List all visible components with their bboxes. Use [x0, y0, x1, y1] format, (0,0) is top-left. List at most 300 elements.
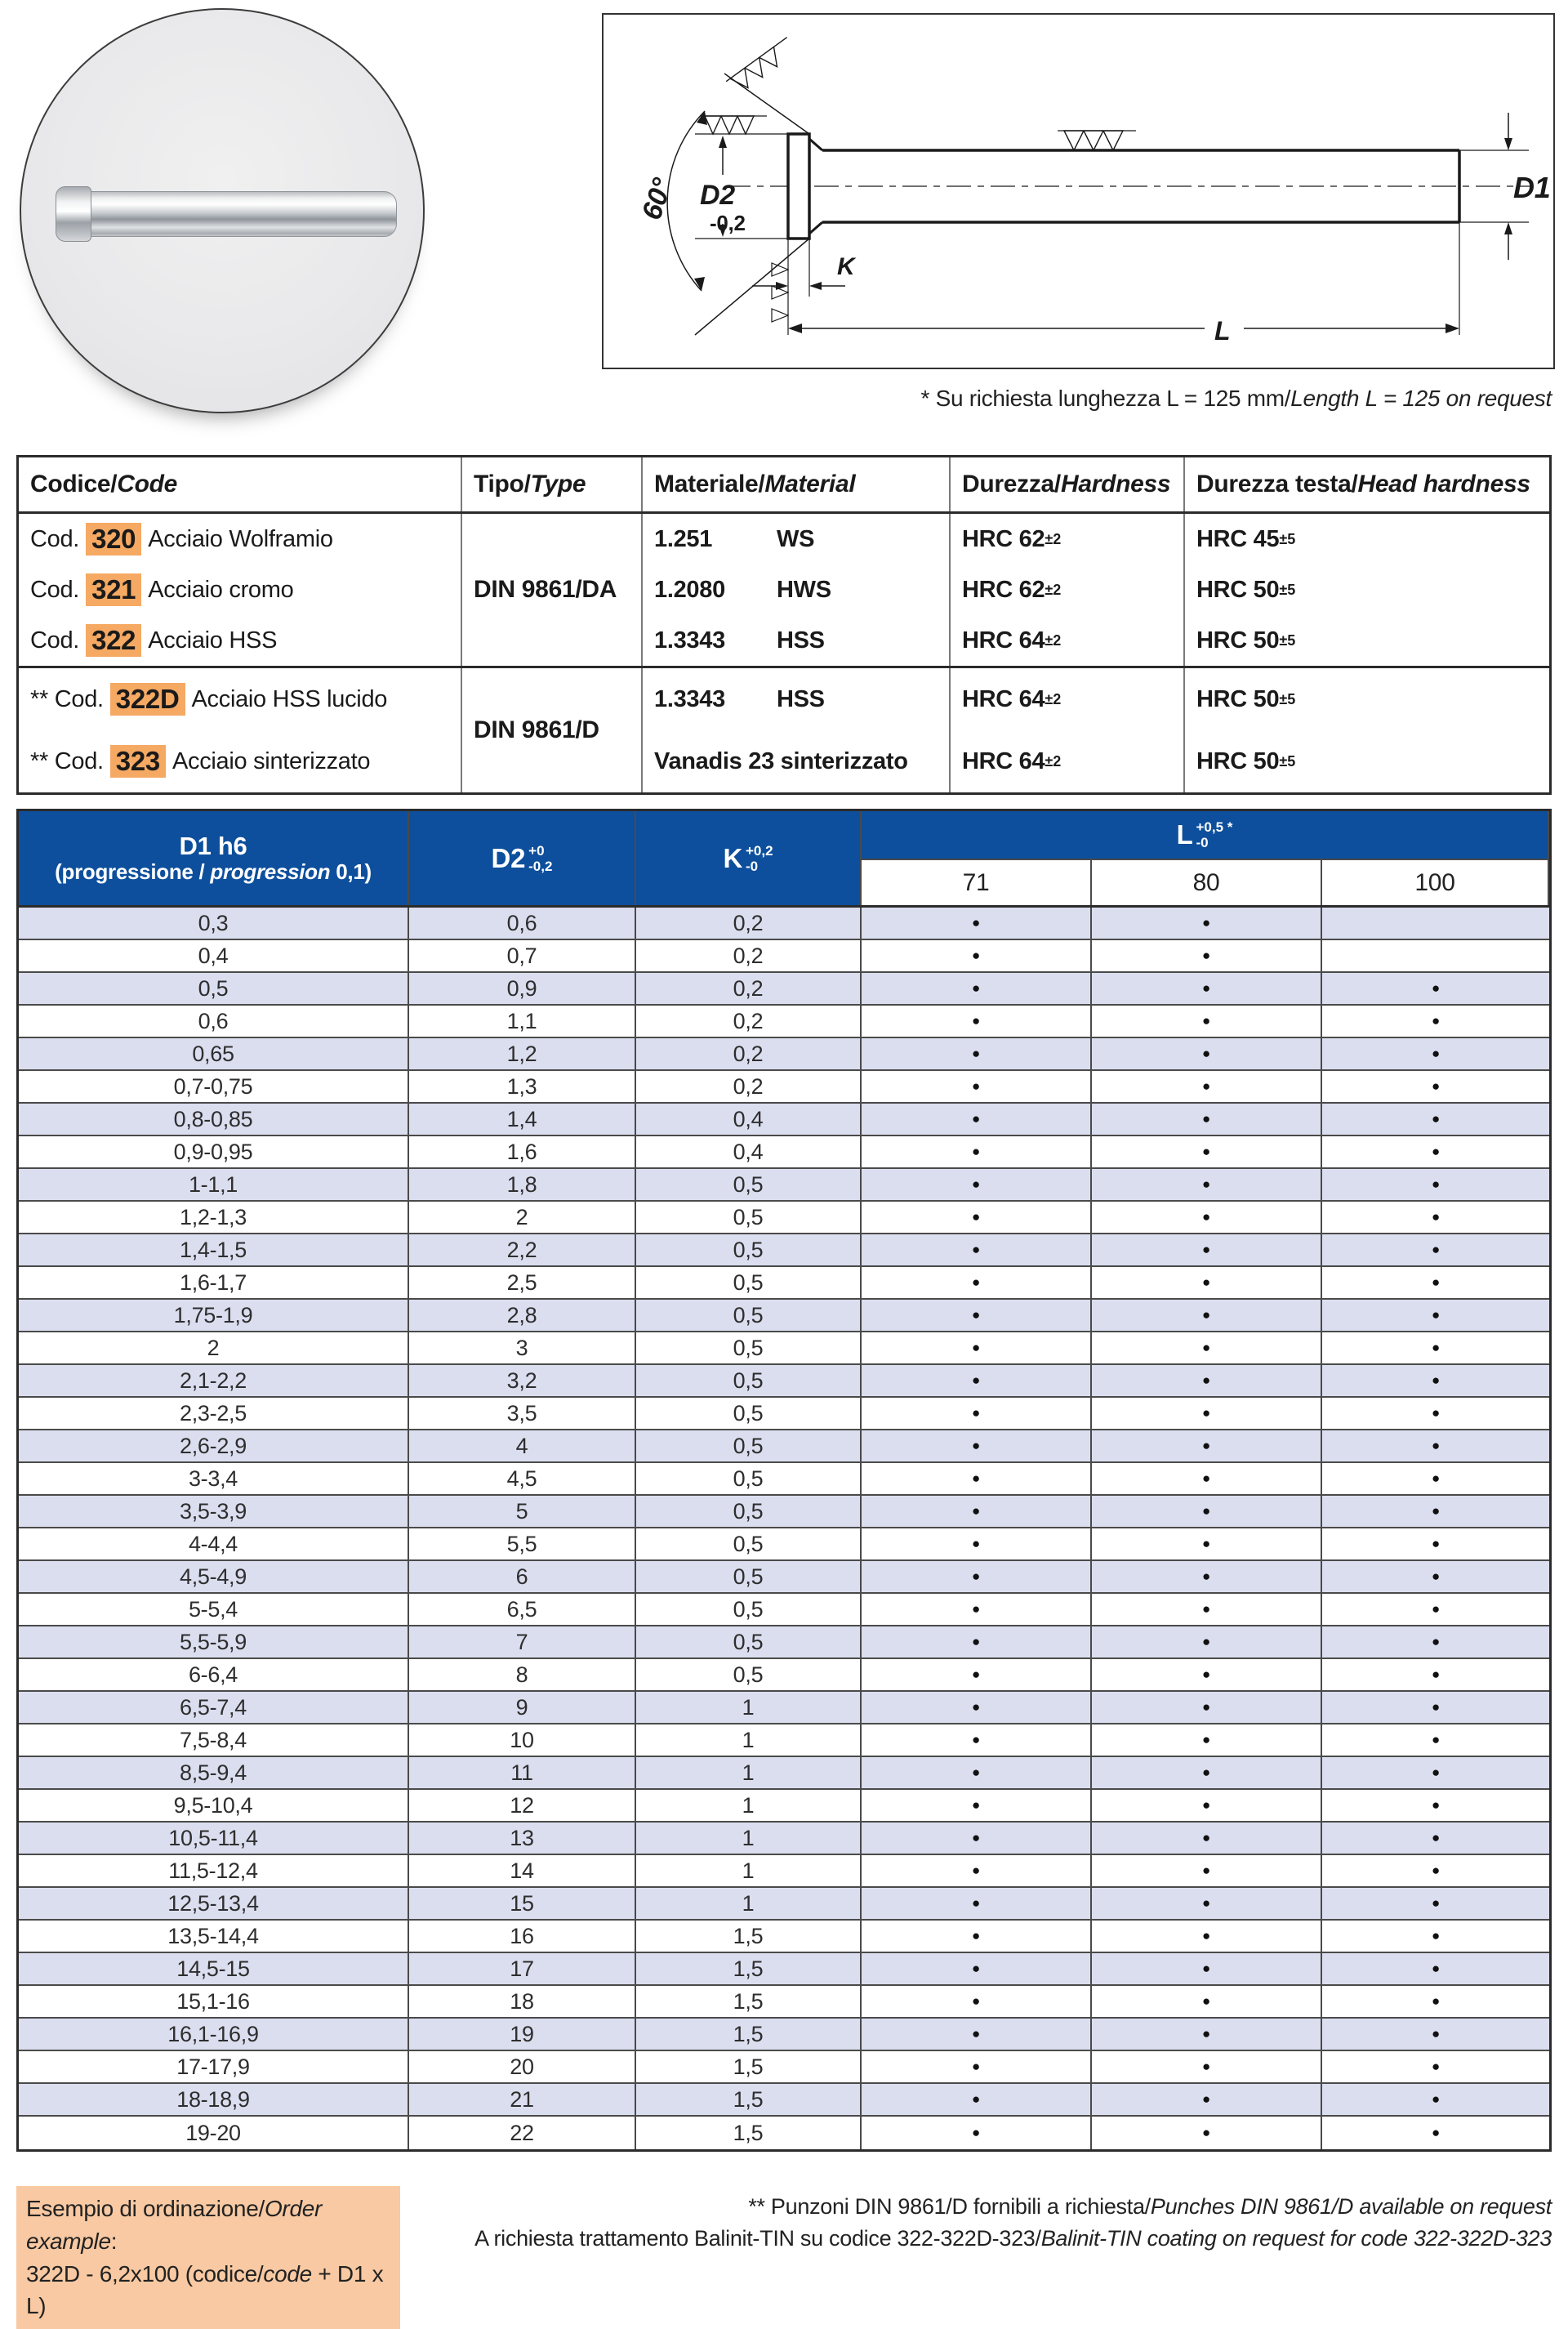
code-row-322d: ** Cod. 322D Acciaio HSS lucido	[30, 684, 388, 714]
l-80-availability-dot: ●	[1092, 1921, 1322, 1952]
size-table-row	[19, 1169, 1549, 1202]
l-71-availability-dot: ●	[862, 1626, 1092, 1658]
hardness-value: HRC 62 ±2	[962, 525, 1062, 552]
size-table-row	[19, 1626, 1549, 1659]
k-value-cell: 0,5	[636, 1561, 862, 1592]
d2-value-cell: 2,8	[409, 1300, 636, 1331]
size-table-row	[19, 1921, 1549, 1953]
k-value-cell: 1	[636, 1757, 862, 1788]
l-71-availability-dot: ●	[862, 1953, 1092, 1984]
d2-value-cell: 3,2	[409, 1365, 636, 1396]
material-hss: 1.3343 HSS	[654, 627, 825, 654]
l-100-availability-dot: ●	[1432, 1993, 1440, 2009]
hardness-value: HRC 62 ±2	[962, 576, 1062, 603]
l-80-availability-dot: ●	[1092, 1202, 1322, 1233]
l-71-availability-dot: ●	[862, 1692, 1092, 1723]
l-100-availability-dot: ●	[1432, 1046, 1440, 1061]
d1-range-cell: 2,3-2,5	[19, 1398, 409, 1429]
punch-shank	[83, 191, 397, 237]
head-hardness-col	[1185, 668, 1549, 792]
l-100-availability-dot: ●	[1432, 1863, 1440, 1878]
l-80-availability-dot: ●	[1092, 1104, 1322, 1135]
l-80-availability-dot: ●	[1092, 1855, 1322, 1886]
d1-range-cell: 16,1-16,9	[19, 2019, 409, 2050]
order-example-line2: 322D - 6,2x100 (codice/code + D1 x L)	[26, 2260, 384, 2319]
l-71-availability-dot: ●	[862, 1594, 1092, 1625]
size-table-row	[19, 1430, 1549, 1463]
l-71-availability-dot: ●	[862, 1332, 1092, 1363]
l-71-availability-dot: ●	[862, 1528, 1092, 1559]
size-table-row	[19, 1300, 1549, 1332]
note-italic: Length L = 125 on request	[1290, 386, 1552, 411]
d1-range-cell: 11,5-12,4	[19, 1855, 409, 1886]
d2-value-cell: 8	[409, 1659, 636, 1690]
l-80-availability-dot: ●	[1092, 1626, 1322, 1658]
l-71-availability-dot: ●	[862, 1136, 1092, 1167]
head-hardness-value: HRC 45 ±5	[1196, 525, 1296, 552]
size-table-row	[19, 1724, 1549, 1757]
d1-range-cell: 0,9-0,95	[19, 1136, 409, 1167]
size-table-row	[19, 1496, 1549, 1528]
l-100-availability-dot: ●	[1432, 1568, 1440, 1584]
d2-value-cell: 0,7	[409, 940, 636, 971]
k-value-cell: 0,5	[636, 1169, 862, 1200]
size-table-row	[19, 1953, 1549, 1986]
d2-value-cell: 5	[409, 1496, 636, 1527]
size-table	[16, 809, 1552, 2152]
l-71-availability-dot: ●	[862, 1071, 1092, 1102]
k-value-cell: 1,5	[636, 2117, 862, 2149]
d2-value-cell: 18	[409, 1986, 636, 2017]
head-hardness-value: HRC 50 ±5	[1196, 576, 1296, 603]
header-codice: Codice/ Code	[19, 457, 462, 511]
d2-value-cell: 0,6	[409, 908, 636, 939]
d2-value-cell: 16	[409, 1921, 636, 1952]
l-71-availability-dot: ●	[862, 1300, 1092, 1331]
l-100-availability-dot: ●	[1432, 1961, 1440, 1976]
l-71-availability-dot: ●	[862, 1169, 1092, 1200]
d1-range-cell: 1,75-1,9	[19, 1300, 409, 1331]
head-hardness-col	[1185, 514, 1549, 666]
k-value-cell: 1,5	[636, 1986, 862, 2017]
d1-range-cell: 19-20	[19, 2117, 409, 2149]
d2-value-cell: 1,4	[409, 1104, 636, 1135]
size-table-row	[19, 940, 1549, 973]
l-71-availability-dot: ●	[862, 1921, 1092, 1952]
size-table-row	[19, 1104, 1549, 1136]
k-value-cell: 0,4	[636, 1104, 862, 1135]
footer-note-2: A richiesta trattamento Balinit-TIN su codice 322-322D-323/Balinit-TIN coating on request for code 322-322D-323	[474, 2225, 1552, 2251]
k-value-cell: 0,2	[636, 1038, 862, 1069]
d1-range-cell: 9,5-10,4	[19, 1790, 409, 1821]
code-badge-321: 321	[86, 573, 141, 606]
d2-value-cell: 21	[409, 2084, 636, 2115]
code-row-322: Cod. 322 Acciaio HSS	[30, 625, 278, 655]
d2-value-cell: 20	[409, 2051, 636, 2082]
l-100-availability-dot: ●	[1432, 1274, 1440, 1290]
l-100-availability-dot: ●	[1432, 1013, 1440, 1028]
size-table-row	[19, 2051, 1549, 2084]
note-plain: * Su richiesta lunghezza L = 125 mm/	[920, 386, 1291, 411]
l-71-availability-dot: ●	[862, 2051, 1092, 2082]
l-100-availability-dot: ●	[1432, 1928, 1440, 1943]
l-71-availability-dot: ●	[862, 940, 1092, 971]
d2-value-cell: 9	[409, 1692, 636, 1723]
size-table-row	[19, 1463, 1549, 1496]
material-hws: 1.2080 HWS	[654, 576, 831, 603]
l-100-availability-dot: ●	[1432, 1470, 1440, 1486]
footer-notes	[474, 2191, 1552, 2255]
d2-value-cell: 13	[409, 1823, 636, 1854]
size-table-row	[19, 1136, 1549, 1169]
codes-group-din9861d	[19, 666, 1549, 792]
footer-note-1: ** Punzoni DIN 9861/D fornibili a richiesta/Punches DIN 9861/D available on request	[748, 2194, 1552, 2219]
d1-range-cell: 12,5-13,4	[19, 1888, 409, 1919]
d1-range-cell: 3-3,4	[19, 1463, 409, 1494]
size-table-row	[19, 1594, 1549, 1626]
d1-range-cell: 3,5-3,9	[19, 1496, 409, 1527]
size-table-row	[19, 1692, 1549, 1724]
order-example-line1: Esempio di ordinazione/Order example:	[26, 2196, 323, 2254]
l-100-availability-dot: ●	[1432, 1372, 1440, 1388]
d1-range-cell: 17-17,9	[19, 2051, 409, 2082]
k-value-cell: 0,2	[636, 973, 862, 1004]
l-71-availability-dot: ●	[862, 908, 1092, 939]
codes-table	[16, 455, 1552, 795]
l-71-availability-dot: ●	[862, 1430, 1092, 1461]
l-80-availability-dot: ●	[1092, 1038, 1322, 1069]
d2-value-cell: 5,5	[409, 1528, 636, 1559]
k-value-cell: 1	[636, 1855, 862, 1886]
d1-range-cell: 1-1,1	[19, 1169, 409, 1200]
l-100-availability-dot: ●	[1432, 1765, 1440, 1780]
l-71-availability-dot: ●	[862, 1365, 1092, 1396]
l-71-availability-dot: ●	[862, 1267, 1092, 1298]
size-table-row	[19, 1659, 1549, 1692]
l-80-availability-dot: ●	[1092, 1267, 1322, 1298]
material-col	[643, 668, 951, 792]
l-80-availability-dot: ●	[1092, 1823, 1322, 1854]
k-value-cell: 0,5	[636, 1202, 862, 1233]
k-value-cell: 0,5	[636, 1300, 862, 1331]
d2-value-cell: 6,5	[409, 1594, 636, 1625]
d1-range-cell: 14,5-15	[19, 1953, 409, 1984]
k-value-cell: 0,5	[636, 1626, 862, 1658]
l-80-availability-dot: ●	[1092, 1234, 1322, 1265]
code-row-323: ** Cod. 323 Acciaio sinterizzato	[30, 746, 371, 776]
length-on-request-note	[921, 386, 1552, 412]
d2-tolerance-label: -0,2	[710, 211, 746, 235]
d2-value-cell: 0,9	[409, 973, 636, 1004]
k-value-cell: 0,5	[636, 1267, 862, 1298]
d1-range-cell: 7,5-8,4	[19, 1724, 409, 1756]
size-table-row	[19, 1561, 1549, 1594]
technical-drawing	[602, 13, 1555, 369]
code-row-321: Cod. 321 Acciaio cromo	[30, 574, 294, 605]
d1-range-cell: 6-6,4	[19, 1659, 409, 1690]
l-80-availability-dot: ●	[1092, 1953, 1322, 1984]
d1-range-cell: 8,5-9,4	[19, 1757, 409, 1788]
size-table-row	[19, 1071, 1549, 1104]
d1-range-cell: 0,4	[19, 940, 409, 971]
size-table-row	[19, 1234, 1549, 1267]
code-badge-322d: 322D	[110, 683, 185, 716]
d1-range-cell: 18-18,9	[19, 2084, 409, 2115]
d2-value-cell: 22	[409, 2117, 636, 2149]
material-vanadis: Vanadis 23 sinterizzato	[654, 747, 908, 774]
l-80-availability-dot: ●	[1092, 2051, 1322, 2082]
k-value-cell: 1	[636, 1790, 862, 1821]
size-table-header	[19, 811, 1549, 908]
size-table-row	[19, 1790, 1549, 1823]
l-71-availability-dot: ●	[862, 1234, 1092, 1265]
d2-value-cell: 11	[409, 1757, 636, 1788]
l-71-availability-dot: ●	[862, 1006, 1092, 1037]
k-value-cell: 0,5	[636, 1430, 862, 1461]
header-d2: D2 +0 -0,2	[409, 811, 636, 905]
punch-head-profile	[788, 134, 809, 239]
tipo-din9861d: DIN 9861/D	[462, 668, 643, 792]
l-80-availability-dot: ●	[1092, 1692, 1322, 1723]
d1-range-cell: 0,6	[19, 1006, 409, 1037]
codes-group-din9861da	[19, 514, 1549, 666]
d2-value-cell: 1,3	[409, 1071, 636, 1102]
k-value-cell: 0,5	[636, 1463, 862, 1494]
l-100-availability-dot: ●	[1432, 1634, 1440, 1649]
d2-value-cell: 1,6	[409, 1136, 636, 1167]
l-71-availability-dot: ●	[862, 1561, 1092, 1592]
size-table-row	[19, 1365, 1549, 1398]
size-table-row	[19, 1332, 1549, 1365]
d2-value-cell: 4,5	[409, 1463, 636, 1494]
l-80-availability-dot: ●	[1092, 1136, 1322, 1167]
header-durezza-testa: Durezza testa/ Head hardness	[1196, 471, 1530, 497]
k-value-cell: 1,5	[636, 2051, 862, 2082]
l-100-availability-dot: ●	[1432, 1830, 1440, 1845]
l-71-availability-dot: ●	[862, 1757, 1092, 1788]
l-71-availability-dot: ●	[862, 1888, 1092, 1919]
k-value-cell: 0,5	[636, 1659, 862, 1690]
angle-label: 60°	[635, 174, 679, 224]
k-value-cell: 0,5	[636, 1528, 862, 1559]
hardness-col	[951, 668, 1185, 792]
punch-head	[56, 186, 91, 242]
d2-value-cell: 12	[409, 1790, 636, 1821]
l-100-availability-dot: ●	[1432, 1536, 1440, 1551]
d2-value-cell: 17	[409, 1953, 636, 1984]
d1-range-cell: 2	[19, 1332, 409, 1363]
l-71-availability-dot: ●	[862, 1038, 1092, 1069]
d1-range-cell: 1,2-1,3	[19, 1202, 409, 1233]
d1-range-cell: 13,5-14,4	[19, 1921, 409, 1952]
d1-range-cell: 0,7-0,75	[19, 1071, 409, 1102]
l-100-availability-dot: ●	[1432, 1438, 1440, 1453]
code-row-320: Cod. 320 Acciaio Wolframio	[30, 524, 333, 554]
punch-drawing-svg	[604, 15, 1553, 368]
l-label: L	[1214, 316, 1231, 346]
header-durezza: Durezza/ Hardness	[951, 457, 1185, 511]
d2-label: D2	[700, 180, 735, 211]
k-value-cell: 1	[636, 1692, 862, 1723]
size-table-row	[19, 973, 1549, 1006]
l-80-availability-dot: ●	[1092, 1071, 1322, 1102]
l-80-availability-dot: ●	[1092, 1006, 1322, 1037]
l-100-availability-dot: ●	[1432, 1209, 1440, 1225]
l-100-availability-dot: ●	[1432, 2059, 1440, 2074]
header-l-80: 80	[1092, 859, 1322, 905]
d1-range-cell: 0,65	[19, 1038, 409, 1069]
l-71-availability-dot: ●	[862, 1104, 1092, 1135]
l-71-availability-dot: ●	[862, 1463, 1092, 1494]
d2-value-cell: 3	[409, 1332, 636, 1363]
l-80-availability-dot: ●	[1092, 1528, 1322, 1559]
size-table-row	[19, 1855, 1549, 1888]
k-value-cell: 0,5	[636, 1365, 862, 1396]
size-table-row	[19, 1888, 1549, 1921]
k-value-cell: 1	[636, 1724, 862, 1756]
d1-range-cell: 10,5-11,4	[19, 1823, 409, 1854]
codes-col	[19, 514, 462, 666]
d2-value-cell: 2	[409, 1202, 636, 1233]
d1-range-cell: 1,6-1,7	[19, 1267, 409, 1298]
l-80-availability-dot: ●	[1092, 1398, 1322, 1429]
size-table-row	[19, 1528, 1549, 1561]
l-100-availability-dot: ●	[1432, 2026, 1440, 2041]
material-col	[643, 514, 951, 666]
d2-value-cell: 14	[409, 1855, 636, 1886]
l-71-availability-dot: ●	[862, 2084, 1092, 2115]
d1-range-cell: 0,5	[19, 973, 409, 1004]
l-71-availability-dot: ●	[862, 973, 1092, 1004]
size-table-row	[19, 1267, 1549, 1300]
k-value-cell: 1,5	[636, 1921, 862, 1952]
l-80-availability-dot: ●	[1092, 2117, 1322, 2149]
d1-range-cell: 5,5-5,9	[19, 1626, 409, 1658]
k-value-cell: 1,5	[636, 2084, 862, 2115]
k-value-cell: 0,5	[636, 1398, 862, 1429]
codes-col	[19, 668, 462, 792]
l-100-availability-dot: ●	[1432, 1242, 1440, 1257]
header-l-100: 100	[1322, 859, 1549, 905]
l-100-availability-dot: ●	[1432, 1895, 1440, 1911]
l-80-availability-dot: ●	[1092, 1463, 1322, 1494]
d1-range-cell: 4,5-4,9	[19, 1561, 409, 1592]
d1-range-cell: 2,6-2,9	[19, 1430, 409, 1461]
l-80-availability-dot: ●	[1092, 1169, 1322, 1200]
hardness-value: HRC 64 ±2	[962, 627, 1062, 654]
d1-range-cell: 0,3	[19, 908, 409, 939]
k-value-cell: 1,5	[636, 2019, 862, 2050]
k-label: K	[837, 253, 855, 280]
size-table-row	[19, 2117, 1549, 2149]
d1-range-cell: 0,8-0,85	[19, 1104, 409, 1135]
d1-range-cell: 4-4,4	[19, 1528, 409, 1559]
d1-range-cell: 6,5-7,4	[19, 1692, 409, 1723]
l-71-availability-dot: ●	[862, 1496, 1092, 1527]
l-100-availability-dot: ●	[1432, 2125, 1440, 2140]
head-hardness-value: HRC 50 ±5	[1196, 685, 1296, 712]
header-k: K +0,2 -0	[636, 811, 862, 905]
size-table-row	[19, 908, 1549, 940]
l-80-availability-dot: ●	[1092, 1430, 1322, 1461]
d2-value-cell: 1,2	[409, 1038, 636, 1069]
size-table-row	[19, 1986, 1549, 2019]
d2-value-cell: 10	[409, 1724, 636, 1756]
l-71-availability-dot: ●	[862, 1823, 1092, 1854]
l-71-availability-dot: ●	[862, 1724, 1092, 1756]
l-80-availability-dot: ●	[1092, 2084, 1322, 2115]
d2-value-cell: 4	[409, 1430, 636, 1461]
d1-range-cell: 2,1-2,2	[19, 1365, 409, 1396]
header-tipo: Tipo/ Type	[462, 457, 643, 511]
l-71-availability-dot: ●	[862, 1986, 1092, 2017]
l-80-availability-dot: ●	[1092, 973, 1322, 1004]
k-value-cell: 0,2	[636, 1071, 862, 1102]
head-hardness-value: HRC 50 ±5	[1196, 627, 1296, 654]
l-80-availability-dot: ●	[1092, 1724, 1322, 1756]
l-100-availability-dot: ●	[1432, 1699, 1440, 1715]
size-table-row	[19, 1398, 1549, 1430]
l-100-availability-dot	[1322, 940, 1549, 971]
k-value-cell: 0,5	[636, 1332, 862, 1363]
l-71-availability-dot: ●	[862, 1398, 1092, 1429]
size-table-body	[19, 908, 1549, 2149]
d2-value-cell: 19	[409, 2019, 636, 2050]
l-80-availability-dot: ●	[1092, 940, 1322, 971]
code-badge-320: 320	[86, 523, 141, 555]
material-ws: 1.251 WS	[654, 525, 815, 552]
l-71-availability-dot: ●	[862, 1659, 1092, 1690]
d1-range-cell: 5-5,4	[19, 1594, 409, 1625]
d2-value-cell: 2,2	[409, 1234, 636, 1265]
k-value-cell: 1	[636, 1888, 862, 1919]
k-value-cell: 0,2	[636, 940, 862, 971]
l-80-availability-dot: ●	[1092, 1986, 1322, 2017]
size-table-row	[19, 1006, 1549, 1038]
hardness-value: HRC 64 ±2	[962, 747, 1062, 774]
l-71-availability-dot: ●	[862, 1790, 1092, 1821]
l-80-availability-dot: ●	[1092, 1790, 1322, 1821]
size-table-row	[19, 1038, 1549, 1071]
l-80-availability-dot: ●	[1092, 1659, 1322, 1690]
k-value-cell: 0,4	[636, 1136, 862, 1167]
l-100-availability-dot: ●	[1432, 1176, 1440, 1192]
size-table-row	[19, 2019, 1549, 2051]
l-100-availability-dot: ●	[1432, 1111, 1440, 1127]
header-materiale: Materiale/ Material	[643, 457, 951, 511]
l-80-availability-dot: ●	[1092, 1496, 1322, 1527]
header-l-71: 71	[862, 859, 1092, 905]
tipo-din9861da: DIN 9861/DA	[462, 514, 643, 666]
l-80-availability-dot: ●	[1092, 908, 1322, 939]
l-100-availability-dot: ●	[1432, 1307, 1440, 1323]
l-100-availability-dot: ●	[1432, 1503, 1440, 1519]
l-100-availability-dot: ●	[1432, 1078, 1440, 1094]
k-value-cell: 0,5	[636, 1234, 862, 1265]
l-100-availability-dot: ●	[1432, 1797, 1440, 1813]
size-table-row	[19, 1757, 1549, 1790]
k-value-cell: 0,5	[636, 1594, 862, 1625]
k-value-cell: 0,5	[636, 1496, 862, 1527]
l-80-availability-dot: ●	[1092, 1594, 1322, 1625]
order-example-box	[16, 2186, 400, 2329]
k-value-cell: 0,2	[636, 1006, 862, 1037]
l-100-availability-dot: ●	[1432, 1601, 1440, 1617]
d2-value-cell: 1,1	[409, 1006, 636, 1037]
size-table-row	[19, 2084, 1549, 2117]
l-100-availability-dot	[1322, 908, 1549, 939]
k-value-cell: 1	[636, 1823, 862, 1854]
